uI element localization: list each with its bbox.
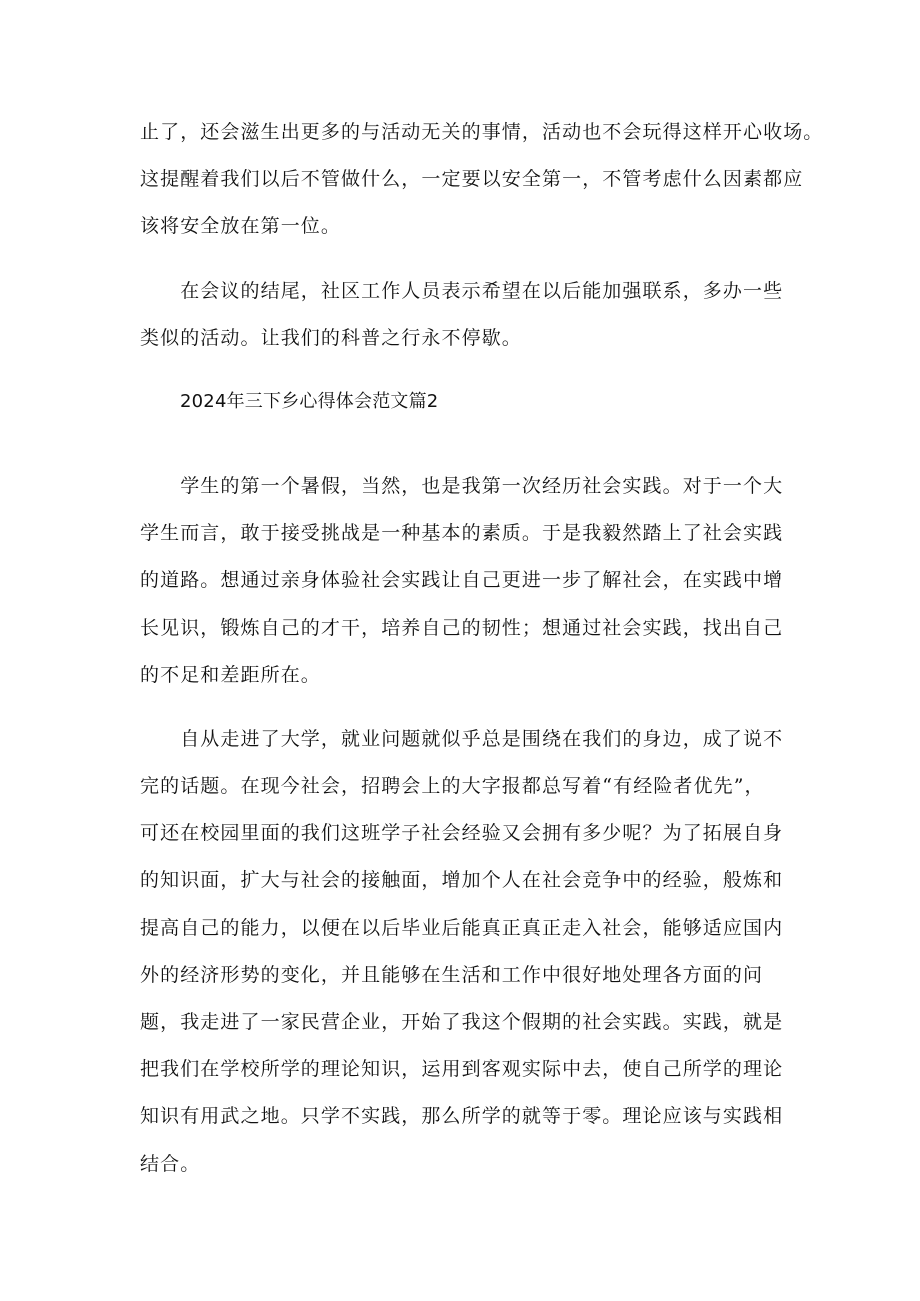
text-line: 结合。	[140, 1152, 201, 1175]
paragraph-3	[140, 466, 790, 702]
text-line: 提高自己的能力，以便在以后毕业后能真正真正走入社会，能够适应国内	[140, 916, 784, 939]
text-line: 止了，还会滋生出更多的与活动无关的事情，活动也不会玩得这样开心收场。	[140, 121, 824, 143]
section-heading: 2024年三下乡心得体会范文篇2	[180, 390, 439, 412]
text-line: 自从走进了大学，就业问题就似乎总是围绕在我们的身边，成了说不	[140, 727, 784, 750]
text-line: 的道路。想通过亲身体验社会实践让自己更进一步了解社会，在实践中增	[140, 569, 784, 592]
text-line: 类似的活动。让我们的科普之行永不停歇。	[140, 326, 522, 349]
text-line: 知识有用武之地。只学不实践，那么所学的就等于零。理论应该与实践相	[140, 1105, 784, 1128]
text-line: 长见识，锻炼自己的才干，培养自己的韧性；想通过社会实践，找出自己	[140, 616, 784, 639]
text-line: 可还在校园里面的我们这班学子社会经验又会拥有多少呢？为了拓展自身	[140, 822, 784, 845]
text-line: 完的话题。在现今社会，招聘会上的大字报都总写着“有经险者优先”，	[140, 775, 765, 798]
text-line: 外的经济形势的变化，并且能够在生活和工作中很好地处理各方面的问	[140, 963, 764, 986]
text-line: 学生而言，敢于接受挑战是一种基本的素质。于是我毅然踏上了社会实践	[140, 522, 784, 545]
text-line: 这提醒着我们以后不管做什么，一定要以安全第一，不管考虑什么因素都应	[140, 168, 804, 191]
text-line: 学生的第一个暑假，当然，也是我第一次经历社会实践。对于一个大	[140, 474, 784, 497]
text-line: 题，我走进了一家民营企业，开始了我这个假期的社会实践。实践，就是	[140, 1011, 784, 1033]
paragraph-1	[140, 112, 824, 254]
text-line: 把我们在学校所学的理论知识，运用到客观实际中去，使自己所学的理论	[140, 1058, 784, 1081]
document-page	[140, 112, 824, 1191]
paragraph-2	[140, 271, 790, 365]
text-line: 在会议的结尾，社区工作人员表示希望在以后能加强联系，多办一些	[140, 279, 784, 302]
text-line: 该将安全放在第一位。	[140, 215, 342, 238]
paragraph-4	[140, 719, 790, 1191]
text-line: 的不足和差距所在。	[140, 663, 321, 686]
text-line: 的知识面，扩大与社会的接触面，增加个人在社会竞争中的经验，般炼和	[140, 869, 784, 892]
